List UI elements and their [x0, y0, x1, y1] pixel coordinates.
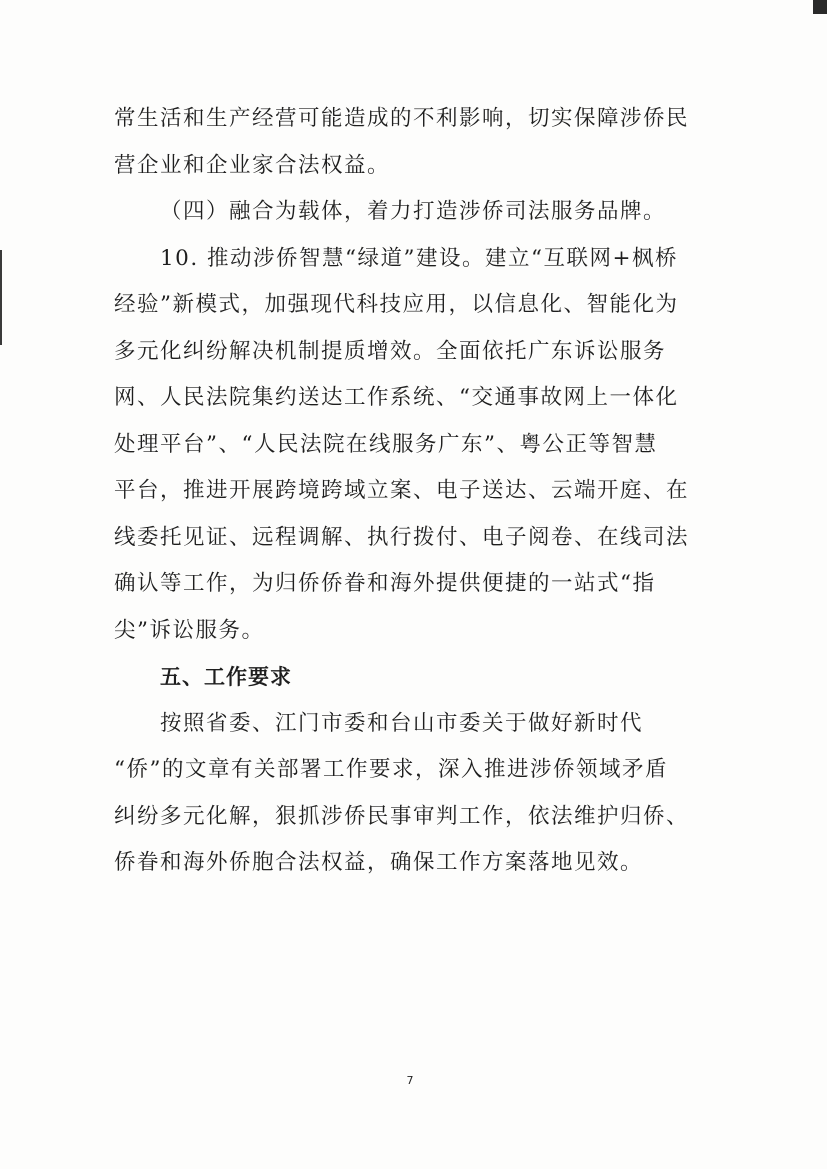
body-line: 平台，推进开展跨境跨域立案、电子送达、云端开庭、在: [114, 478, 690, 503]
body-line: “侨”的文章有关部署工作要求，深入推进涉侨领域矛盾: [114, 757, 668, 782]
body-line: 经验”新模式，加强现代科技应用，以信息化、智能化为: [114, 292, 679, 317]
body-line: 多元化纠纷解决机制提质增效。全面依托广东诉讼服务: [114, 338, 667, 364]
body-line: 尖”诉讼服务。: [114, 617, 265, 643]
page-number: 7: [406, 1074, 414, 1087]
paragraph-start: 10. 推动涉侨智慧“绿道”建设。建立“互联网+枫桥: [160, 245, 679, 271]
document-body: [114, 96, 694, 887]
body-line: 线委托见证、远程调解、执行拨付、电子阅卷、在线司法: [114, 524, 690, 550]
scan-edge-mark: [0, 250, 2, 345]
body-line: 确认等工作，为归侨侨眷和海外提供便捷的一站式“指: [114, 571, 656, 596]
section-heading: 五、工作要求: [160, 665, 292, 689]
paragraph-start: 按照省委、江门市委和台山市委关于做好新时代: [160, 710, 644, 736]
scan-corner-mark: [813, 0, 827, 14]
body-line: 常生活和生产经营可能造成的不利影响，切实保障涉侨民: [114, 106, 690, 131]
body-line: 处理平台”、“人民法院在线服务广东”、粤公正等智慧: [114, 431, 658, 457]
body-line: 纠纷多元化解，狠抓涉侨民事审判工作，依法维护归侨、: [114, 803, 690, 829]
body-line: 侨眷和海外侨胞合法权益，确保工作方案落地见效。: [114, 850, 644, 875]
body-line: 网、人民法院集约送达工作系统、“交通事故网上一体化: [114, 385, 679, 410]
section-subheading: （四）融合为载体，着力打造涉侨司法服务品牌。: [160, 199, 667, 224]
body-line: 营企业和企业家合法权益。: [114, 152, 391, 178]
